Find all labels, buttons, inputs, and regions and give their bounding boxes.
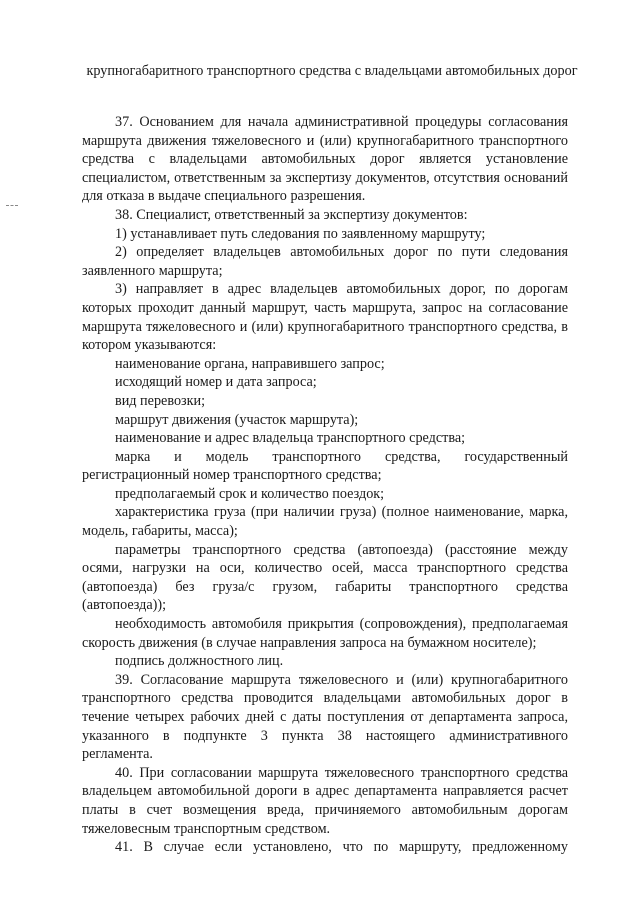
list-item: наименование и адрес владельца транспортного средства;	[115, 430, 466, 447]
list-item: необходимость автомобиля прикрытия (сопровождения), предполагаемая скорость движения (в случае направления запроса на бумажном носителе);	[82, 616, 568, 651]
list-item: маршрут движения (участок маршрута);	[115, 411, 359, 428]
list-item: параметры транспортного средства (автопоезда) (расстояние между осями, нагрузки на оси, количество осей, масса транспортного средства (автопоезда) без груза/с грузом, габариты транспортного средства (автопоезда));	[82, 541, 568, 614]
paragraph-41: 41. В случае если установлено, что по маршруту, предложенному	[115, 839, 568, 856]
margin-mark	[6, 205, 18, 207]
list-item: предполагаемый срок и количество поездок;	[115, 485, 385, 502]
list-item: вид перевозки;	[115, 392, 206, 409]
document-body	[82, 113, 568, 857]
list-item: подпись должностного лиц.	[115, 653, 284, 670]
paragraph-38-1: 1) устанавливает путь следования по заявленному маршруту;	[115, 225, 486, 242]
paragraph-38-3: 3) направляет в адрес владельцев автомобильных дорог, по дорогам которых проходит данный маршрут, часть маршрута, запрос на согласование маршрута тяжеловесного и (или) крупногабаритного транспортного средства, в котором указываются:	[82, 281, 568, 354]
paragraph-37: 37. Основанием для начала административной процедуры согласования маршрута движения тяжеловесного и (или) крупногабаритного транспортного средства с владельцами автомобильных дорог является установление специалистом, ответственным за экспертизу документов, отсутствия оснований для отказа в выдаче специального разрешения.	[82, 114, 568, 205]
paragraph-38-2: 2) определяет владельцев автомобильных дорог по пути следования заявленного маршрута;	[82, 244, 568, 279]
paragraph-38: 38. Специалист, ответственный за экспертизу документов:	[115, 206, 468, 223]
list-item: наименование органа, направившего запрос;	[115, 355, 385, 372]
page-title: крупногабаритного транспортного средства с владельцами автомобильных дорог	[86, 63, 578, 79]
list-item: марка и модель транспортного средства, государственный регистрационный номер транспортного средства;	[82, 448, 568, 484]
paragraph-39: 39. Согласование маршрута тяжеловесного и (или) крупногабаритного транспортного средства проводится владельцами автомобильных дорог в течение четырех рабочих дней с даты поступления от департамента запроса, указанного в подпункте 3 пункта 38 настоящего административного регламента.	[82, 671, 568, 763]
list-item: характеристика груза (при наличии груза) (полное наименование, марка, модель, габариты, масса);	[82, 504, 568, 540]
list-item: исходящий номер и дата запроса;	[115, 374, 317, 391]
paragraph-40: 40. При согласовании маршрута тяжеловесного транспортного средства владельцем автомобильной дороги в адрес департамента направляется расчет платы в счет возмещения вреда, причиняемого автомобильным дорогам тяжеловесным транспортным средством.	[82, 764, 568, 837]
